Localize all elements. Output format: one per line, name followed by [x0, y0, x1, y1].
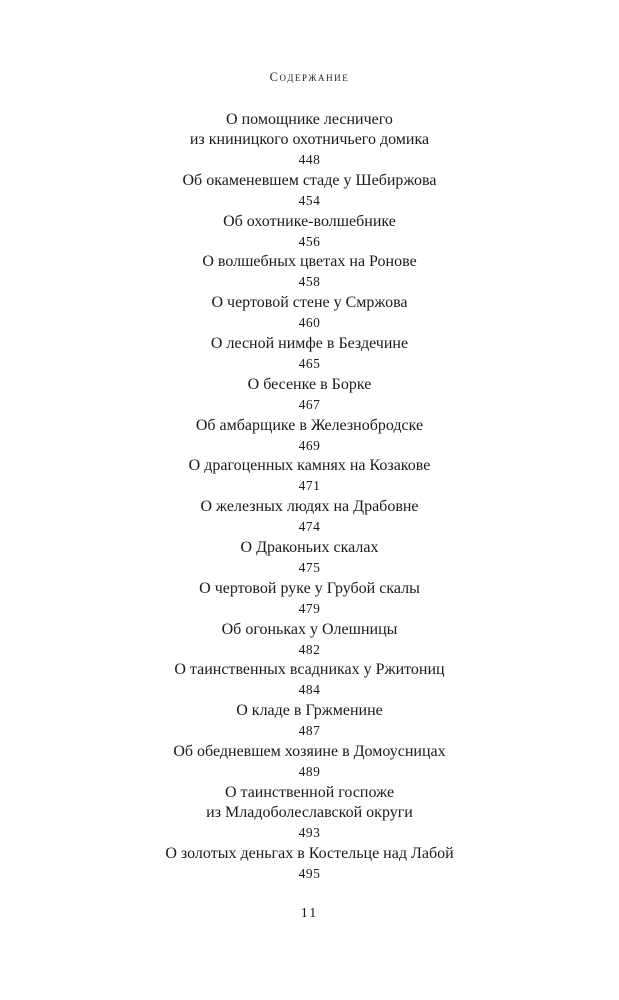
toc-entry-title: О драгоценных камнях на Козакове: [188, 457, 431, 475]
toc-entry: [0, 375, 619, 416]
toc-entry-page: 458: [298, 274, 321, 290]
toc-entry: [0, 579, 619, 620]
toc-entry-title: О чертовой руке у Грубой скалы: [199, 579, 420, 597]
toc-entry: [0, 620, 619, 661]
toc-entry-title: О таинственной госпоже из Младоболеславской округи: [206, 783, 413, 821]
toc-entry-page: 495: [298, 865, 321, 881]
toc-entry-page: 467: [298, 396, 321, 412]
toc-entry: [0, 334, 619, 375]
toc-entry-page: 469: [298, 437, 321, 453]
page-number: 11: [300, 906, 319, 921]
toc-entry-title: Об амбарщике в Железнобродске: [195, 416, 424, 434]
toc-entry-title: О чертовой стене у Смржова: [211, 294, 408, 312]
toc-entry-page: 484: [298, 682, 321, 698]
toc-entry-title: О волшебных цветах на Ронове: [202, 253, 417, 271]
toc-entry-page: 493: [298, 824, 321, 840]
toc-entry-title: Об огоньках у Олешницы: [221, 620, 398, 638]
toc-entry: [0, 844, 619, 885]
toc-entry: [0, 701, 619, 742]
toc-entry-page: 456: [298, 233, 321, 249]
toc-entry-title: О таинственных всадниках у Ржитониц: [174, 661, 445, 679]
toc-entry-page: 479: [298, 600, 321, 616]
toc-entry-title: Об обедневшем хозяине в Домоусницах: [173, 742, 446, 760]
toc-entry: [0, 456, 619, 497]
toc-entry-title: Об окаменевшем стаде у Шебиржова: [182, 171, 437, 189]
toc-entry-title: О железных людях на Драбовне: [200, 498, 419, 516]
toc-entry-page: 448: [298, 152, 321, 167]
running-head: Содержание: [269, 70, 350, 84]
toc-entry: [0, 110, 619, 171]
toc-entry: [0, 538, 619, 579]
toc-entry-page: 482: [298, 641, 321, 657]
table-of-contents: [0, 110, 619, 884]
toc-entry-page: 474: [298, 519, 321, 535]
toc-entry: [0, 497, 619, 538]
toc-entry-title: О лесной нимфе в Бездечине: [210, 334, 409, 352]
toc-entry-page: 465: [298, 355, 321, 371]
toc-entry-title: О Драконьих скалах: [240, 538, 379, 556]
toc-entry-page: 489: [298, 763, 321, 779]
toc-entry-page: 475: [298, 559, 321, 575]
toc-entry-title: Об охотнике-волшебнике: [223, 212, 396, 230]
toc-entry-page: 454: [298, 192, 321, 208]
toc-entry: [0, 416, 619, 457]
toc-entry: [0, 783, 619, 844]
toc-entry-page: 460: [298, 315, 321, 331]
toc-entry: [0, 660, 619, 701]
toc-entry-title: О помощнике лесничего из книницкого охотничьего домика: [189, 111, 430, 148]
toc-entry-page: 471: [298, 478, 321, 494]
toc-entry: [0, 252, 619, 293]
toc-entry: [0, 293, 619, 334]
toc-entry-title: О бесенке в Борке: [247, 375, 372, 393]
toc-entry-page: 487: [298, 723, 321, 739]
toc-entry: [0, 171, 619, 212]
toc-entry: [0, 212, 619, 253]
toc-entry-title: О кладе в Гржменине: [236, 702, 383, 720]
toc-entry-title: О золотых деньгах в Костельце над Лабой: [165, 844, 454, 862]
toc-entry: [0, 742, 619, 783]
